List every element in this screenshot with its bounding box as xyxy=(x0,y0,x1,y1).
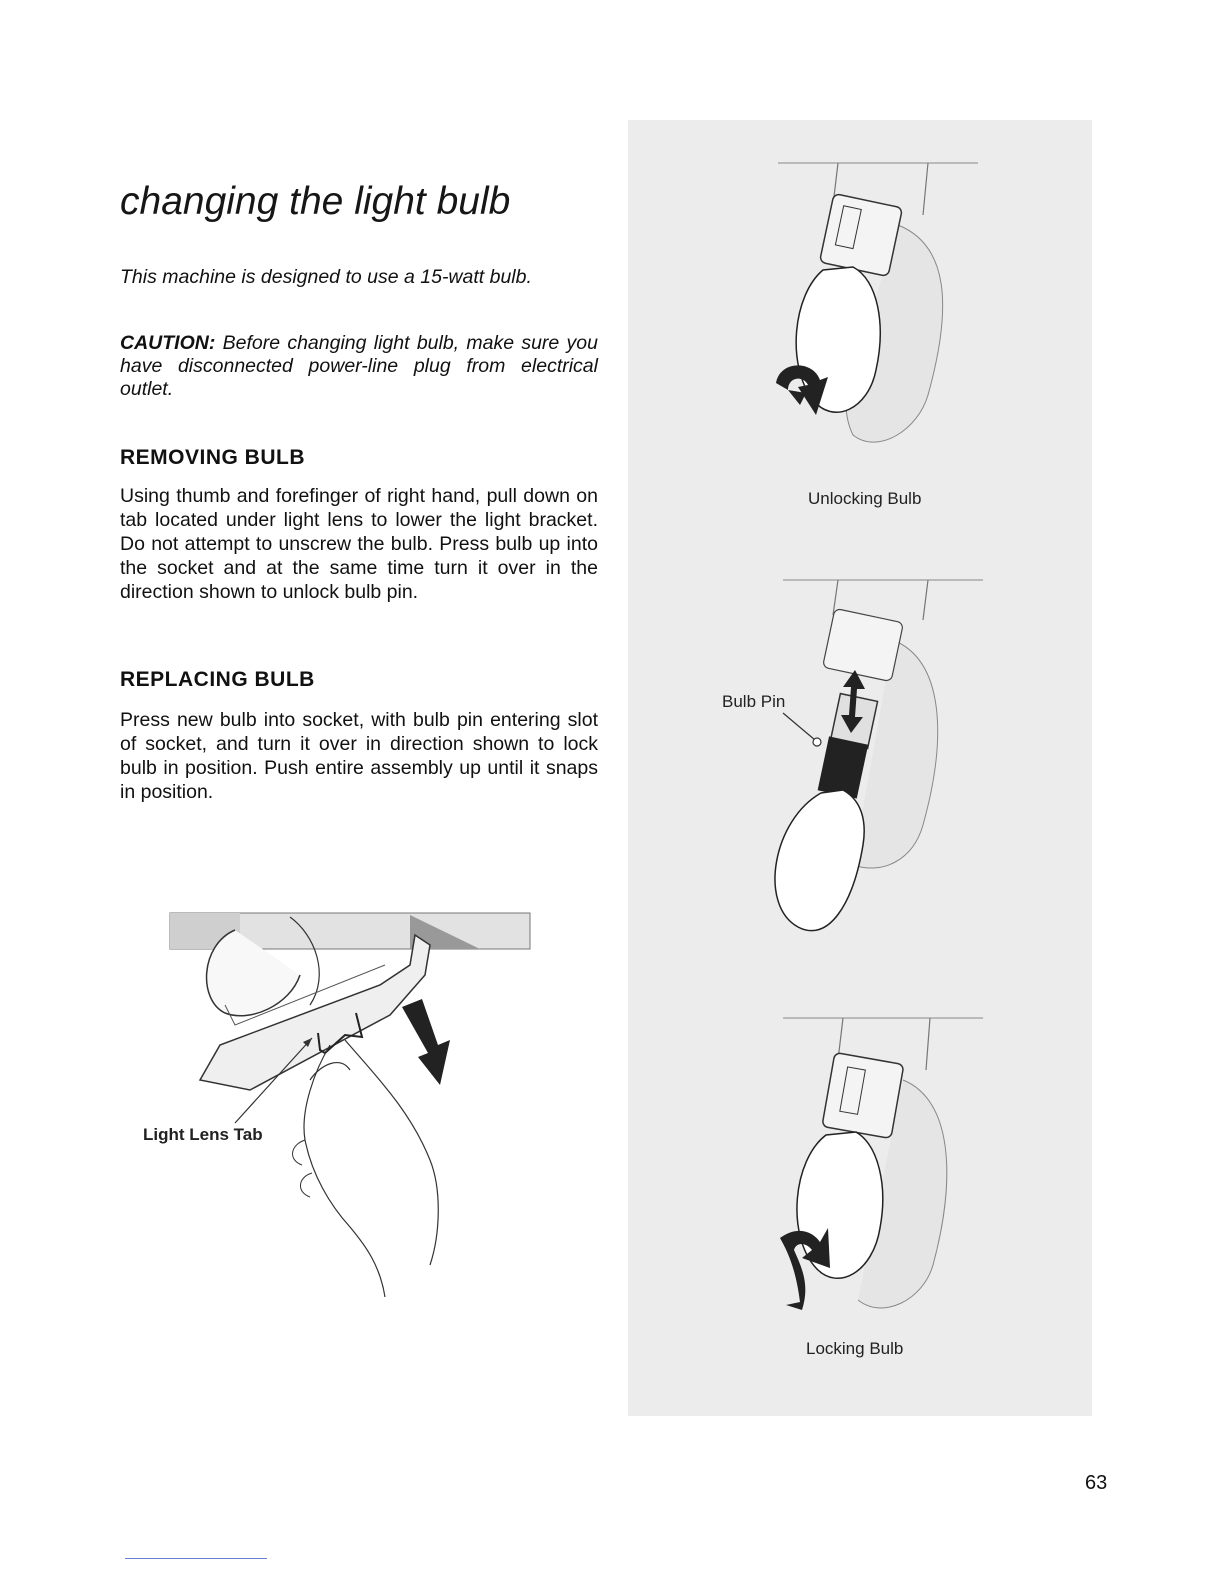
locking-bulb-caption: Locking Bulb xyxy=(806,1339,904,1358)
page-number: 63 xyxy=(1085,1472,1108,1494)
intro-text: This machine is designed to use a 15-watt bulb. xyxy=(120,266,532,288)
illustration-panel xyxy=(628,120,1092,1416)
light-bracket-hand-illustration xyxy=(140,905,540,1305)
bulb-pin-figure xyxy=(743,575,1023,945)
removing-bulb-heading: REMOVING BULB xyxy=(120,446,305,469)
locking-bulb-figure xyxy=(758,1010,1018,1340)
unlocking-bulb-figure xyxy=(758,155,1018,475)
bulb-pin-illustration xyxy=(743,575,1023,945)
light-lens-tab-label: Light Lens Tab xyxy=(143,1125,263,1144)
caution-label: CAUTION: xyxy=(120,332,216,354)
replacing-bulb-heading: REPLACING BULB xyxy=(120,668,315,691)
footer-rule xyxy=(125,1558,267,1559)
light-lens-tab-figure xyxy=(140,905,540,1305)
removing-bulb-text: Using thumb and forefinger of right hand, pull down on tab located under light lens to lower the light bracket. Do not attempt to unscrew the bulb. Press bulb up into the socket and at the same time turn it over in the direction shown to unlock bulb pin. xyxy=(120,485,598,603)
unlocking-bulb-illustration xyxy=(758,155,1018,475)
page-title: changing the light bulb xyxy=(120,180,511,223)
caution-note xyxy=(120,332,598,401)
replacing-bulb-text: Press new bulb into socket, with bulb pin entering slot of socket, and turn it over in direction shown to lock bulb in position. Push entire assembly up until it snaps in position. xyxy=(120,709,598,803)
unlocking-bulb-caption: Unlocking Bulb xyxy=(808,489,922,508)
bulb-pin-label: Bulb Pin xyxy=(722,692,786,711)
caution-text: Before changing light bulb, make sure you have disconnected power-line plug from electrical outlet. xyxy=(120,332,598,400)
locking-bulb-illustration xyxy=(758,1010,1018,1340)
